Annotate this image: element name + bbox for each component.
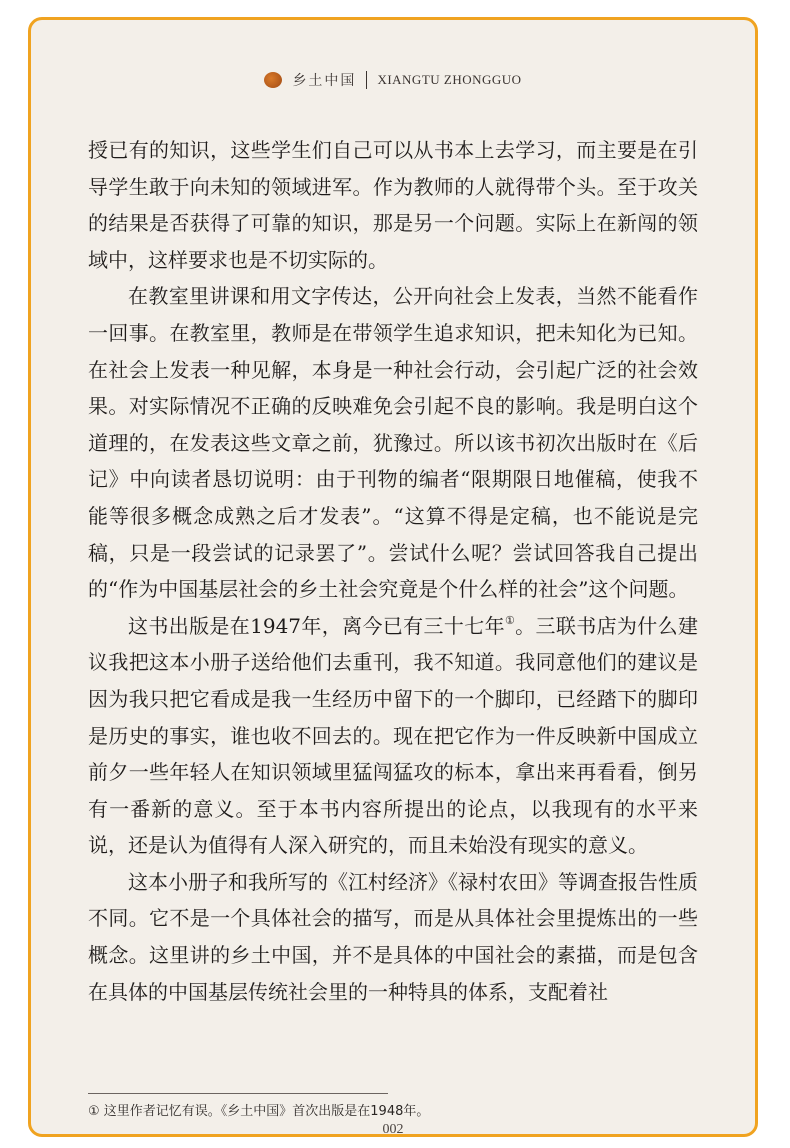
paragraph-3 bbox=[88, 608, 698, 864]
page-number: 002 bbox=[382, 1122, 404, 1137]
paragraph-1: 授已有的知识，这些学生们自己可以从书本上去学习，而主要是在引导学生敢于向未知的领域进军。作为教师的人就得带个头。至于攻关的结果是否获得了可靠的知识，那是另一个问题。实际上在新闯的领域中，这样要求也是不切实际的。 bbox=[88, 138, 698, 272]
running-header bbox=[31, 68, 755, 92]
paragraph-3-text-before: 这书出版是在1947年，离今已有三十七年 bbox=[128, 613, 505, 638]
paragraph-3-text-after: 。三联书店为什么建议我把这本小册子送给他们去重刊，我不知道。我同意他们的建议是因为我只把它看成是我一生经历中留下的一个脚印，已经踏下的脚印是历史的事实，谁也收不回去的。现在把它作为一件反映新中国成立前夕一些年轻人在知识领域里猛闯猛攻的标本，拿出来再看看，倒另有一番新的意义。至于本书内容所提出的论点，以我现有的水平来说，还是认为值得有人深入研究的，而且未始没有现实的意义。 bbox=[88, 613, 698, 858]
header-divider bbox=[366, 71, 367, 89]
paragraph-2: 在教室里讲课和用文字传达，公开向社会上发表，当然不能看作一回事。在教室里，教师是在带领学生追求知识，把未知化为已知。在社会上发表一种见解，本身是一种社会行动，会引起广泛的社会效果。对实际情况不正确的反映难免会引起不良的影响。我是明白这个道理的，在发表这些文章之前，犹豫过。所以该书初次出版时在《后记》中向读者恳切说明：由于刊物的编者“限期限日地催稿，使我不能等很多概念成熟之后才发表”。“这算不得是定稿，也不能说是完稿，只是一段尝试的记录罢了”。尝试什么呢？尝试回答我自己提出的“作为中国基层社会的乡土社会究竟是个什么样的社会”这个问题。 bbox=[88, 284, 698, 602]
footnote-rule bbox=[88, 1093, 388, 1094]
body-text bbox=[88, 132, 698, 1010]
page-frame bbox=[28, 17, 758, 1137]
header-title-english: XIANGTU ZHONGGUO bbox=[377, 72, 522, 87]
footnote: ① 这里作者记忆有误。《乡土中国》首次出版是在1948年。 bbox=[88, 1104, 430, 1119]
footnote-reference[interactable]: ① bbox=[504, 613, 516, 627]
orange-gourd-icon bbox=[264, 72, 282, 88]
paragraph-4: 这本小册子和我所写的《江村经济》《禄村农田》等调查报告性质不同。它不是一个具体社会的描写，而是从具体社会里提炼出的一些概念。这里讲的乡土中国，并不是具体的中国社会的素描，而是包含在具体的中国基层传统社会里的一种特具的体系，支配着社 bbox=[88, 869, 698, 1004]
header-title-chinese: 乡土中国 bbox=[292, 73, 357, 89]
